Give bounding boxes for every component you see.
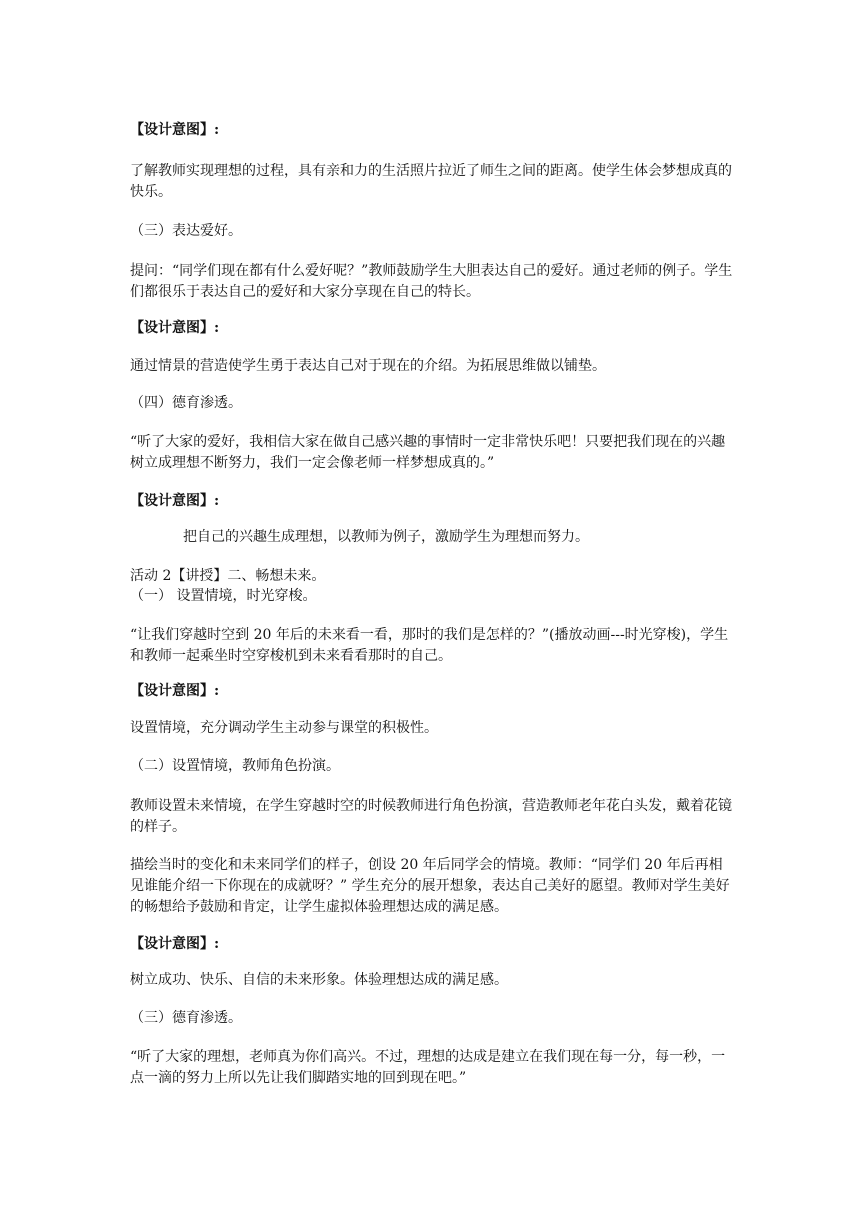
design-intent-heading: 【设计意图】: [130,493,220,509]
section-heading: （一） 设置情境，时光穿梭。 [130,588,317,604]
paragraph: 通过情景的营造使学生勇于表达自己对于现在的介绍。为拓展思维做以铺垫。 [130,358,606,374]
paragraph: 设置情境，充分调动学生主动参与课堂的积极性。 [130,720,438,736]
paragraph: “听了大家的爱好，我相信大家在做自己感兴趣的事情时一定非常快乐吧！只要把我们现在的兴趣树立成理想不断努力，我们一定会像老师一样梦想成真的。” [130,434,726,471]
paragraph: 把自己的兴趣生成理想，以教师为例子，激励学生为理想而努力。 [183,529,589,545]
section-heading: （二）设置情境，教师角色扮演。 [130,758,340,774]
design-intent-heading: 【设计意图】: [130,320,220,336]
paragraph: 教师设置未来情境，在学生穿越时空的时候教师进行角色扮演，营造教师老年花白头发，戴着花镜的样子。 [130,798,732,835]
design-intent-heading: 【设计意图】: [130,122,220,138]
paragraph: 提问：“同学们现在都有什么爱好呢？”教师鼓励学生大胆表达自己的爱好。通过老师的例子。学生们都很乐于表达自己的爱好和大家分享现在自己的特长。 [130,263,733,300]
activity-heading: 活动 2【讲授】二、畅想未来。 [130,568,326,584]
section-heading: （四）德育渗透。 [130,395,242,411]
paragraph: 树立成功、快乐、自信的未来形象。体验理想达成的满足感。 [130,972,508,988]
paragraph: 了解教师实现理想的过程，具有亲和力的生活照片拉近了师生之间的距离。使学生体会梦想成真的快乐。 [130,163,732,200]
design-intent-heading: 【设计意图】: [130,683,220,699]
design-intent-heading: 【设计意图】: [130,936,220,952]
paragraph: “听了大家的理想，老师真为你们高兴。不过，理想的达成是建立在我们现在每一分，每一秒，一点一滴的努力上所以先让我们脚踏实地的回到现在吧。” [130,1049,726,1086]
section-heading: （三）表达爱好。 [130,223,242,239]
paragraph: “让我们穿越时空到 20 年后的未来看一看，那时的我们是怎样的？”(播放动画---时光穿梭)，学生和教师一起乘坐时空穿梭机到未来看看那时的自己。 [130,627,729,664]
paragraph: 描绘当时的变化和未来同学们的样子，创设 20 年后同学会的情境。教师：“同学们 20 年后再相见谁能介绍一下你现在的成就呀？” 学生充分的展开想象，表达自己美好的愿望。教师对学生美好的畅想给予鼓励和肯定，让学生虚拟体验理想达成的满足感。 [130,857,730,915]
section-heading: （三）德育渗透。 [130,1010,242,1026]
